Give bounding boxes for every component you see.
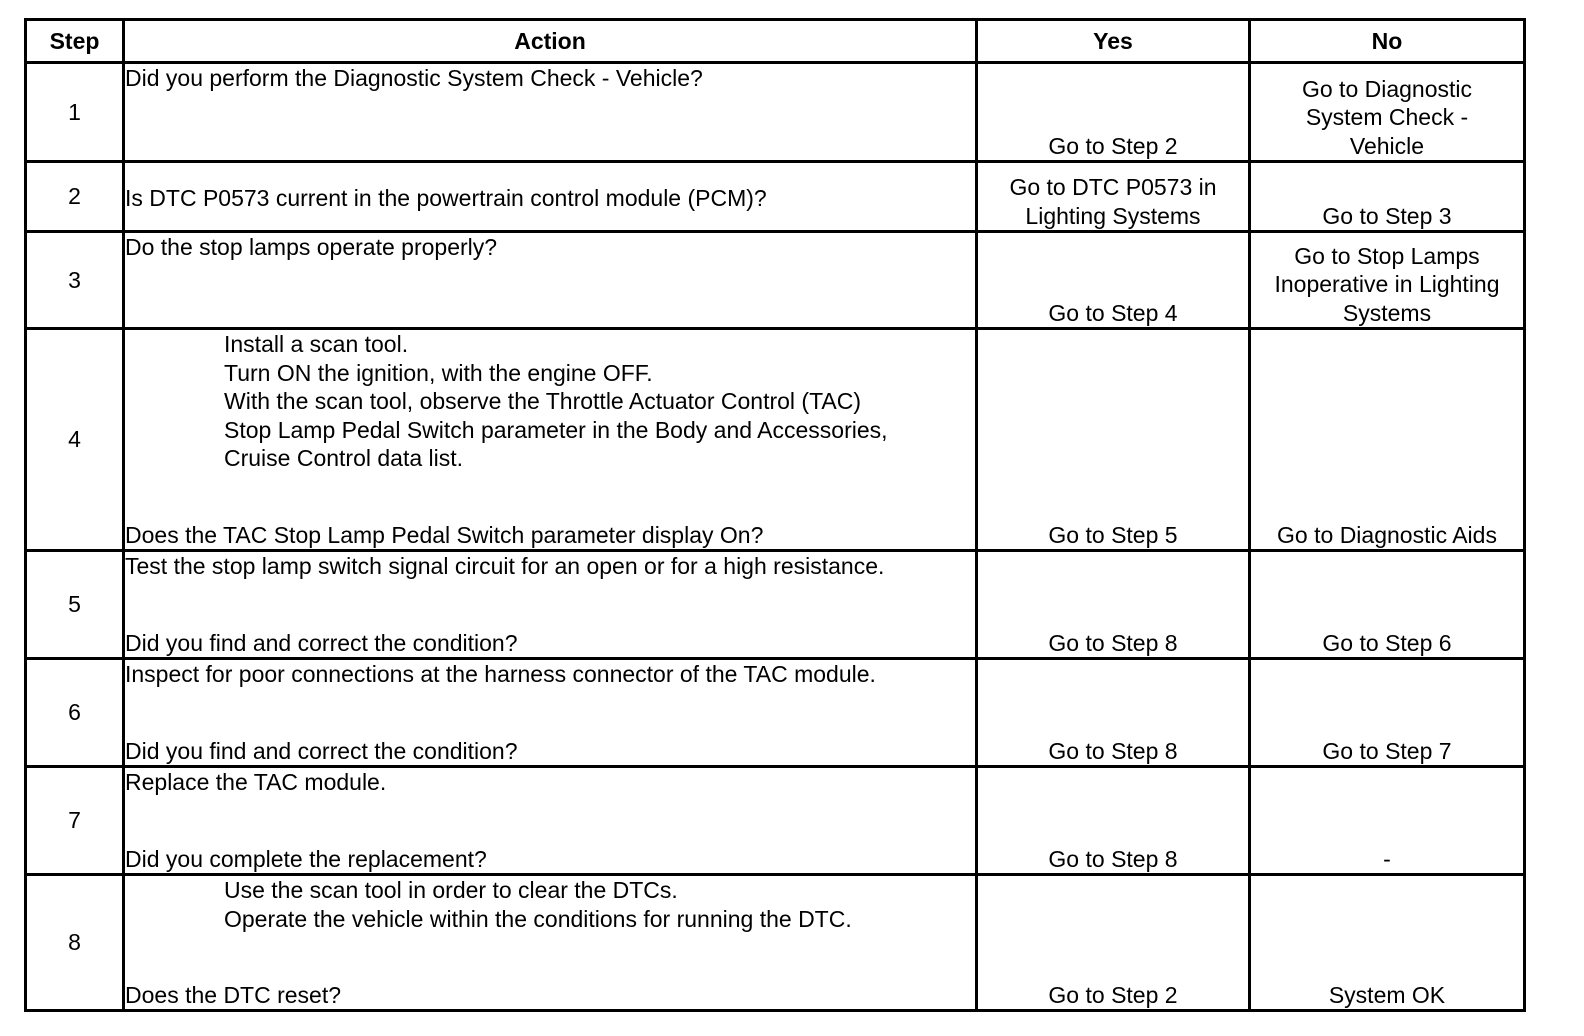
table-row-step-4 [26, 329, 1525, 551]
no-cell [1250, 232, 1525, 329]
yes-cell: Go to Step 8 [977, 659, 1250, 767]
step-number: 8 [26, 875, 124, 1011]
action-question: Does the DTC reset? [125, 981, 342, 1008]
substep: Turn ON the ignition, with the engine OFF. [224, 359, 653, 386]
yes-cell: Go to Step 8 [977, 551, 1250, 659]
yes-cell: Go to Step 5 [977, 329, 1250, 551]
action-cell [124, 875, 977, 1011]
action-question: Did you complete the replacement? [125, 845, 487, 872]
table-row-step-3 [26, 232, 1525, 329]
header-action: Action [124, 20, 977, 63]
action-text: Test the stop lamp switch signal circuit for an open or for a high resistance. [125, 553, 885, 579]
yes-cell: Go to Step 4 [977, 232, 1250, 329]
action-cell [124, 551, 977, 659]
action-text: Do the stop lamps operate properly? [125, 234, 498, 260]
substep: With the scan tool, observe the Throttle Actuator Control (TAC) [224, 388, 862, 414]
step-number: 1 [26, 63, 124, 162]
substep: Cruise Control data list. [224, 445, 464, 471]
table-row-step-5 [26, 551, 1525, 659]
yes-cell: Go to Step 2 [977, 63, 1250, 162]
no-cell: - [1250, 767, 1525, 875]
header-yes: Yes [977, 20, 1250, 63]
action-cell [124, 162, 977, 232]
no-cell: Go to Diagnostic Aids [1250, 329, 1525, 551]
yes-line: Lighting Systems [1025, 202, 1201, 229]
action-cell [124, 63, 977, 162]
action-cell [124, 659, 977, 767]
header-no: No [1250, 20, 1525, 63]
substep: Operate the vehicle within the conditions for running the DTC. [224, 905, 852, 932]
substep: Install a scan tool. [224, 331, 409, 357]
action-question: Does the TAC Stop Lamp Pedal Switch parameter display On? [125, 521, 764, 548]
substep: Use the scan tool in order to clear the DTCs. [224, 877, 678, 903]
header-row [26, 20, 1525, 63]
step-number: 6 [26, 659, 124, 767]
no-cell: System OK [1250, 875, 1525, 1011]
action-text: Did you perform the Diagnostic System Check - Vehicle? [125, 65, 703, 91]
step-number: 5 [26, 551, 124, 659]
no-line: Go to Diagnostic [1301, 75, 1473, 102]
table-row-step-6 [26, 659, 1525, 767]
step-number: 7 [26, 767, 124, 875]
action-question: Did you find and correct the condition? [125, 737, 518, 764]
action-text: Inspect for poor connections at the harness connector of the TAC module. [125, 661, 876, 687]
no-line: System Check - [1305, 104, 1469, 130]
action-text: Is DTC P0573 current in the powertrain control module (PCM)? [125, 185, 767, 212]
table-row-step-2 [26, 162, 1525, 232]
no-line: Inoperative in Lighting [1274, 271, 1500, 297]
step-number: 4 [26, 329, 124, 551]
action-question: Did you find and correct the condition? [125, 629, 518, 656]
step-number: 2 [26, 162, 124, 232]
no-line: Go to Stop Lamps [1294, 242, 1480, 269]
diagnostic-table [24, 18, 1526, 1012]
action-text: Replace the TAC module. [125, 769, 387, 795]
no-cell [1250, 63, 1525, 162]
yes-cell: Go to Step 2 [977, 875, 1250, 1011]
substep-list [125, 876, 975, 933]
header-step: Step [26, 20, 124, 63]
yes-cell [977, 162, 1250, 232]
yes-line: Go to DTC P0573 in [1009, 174, 1217, 200]
no-cell: Go to Step 6 [1250, 551, 1525, 659]
no-line: Systems [1342, 299, 1432, 326]
no-line: Vehicle [1349, 132, 1425, 159]
substep-list [125, 330, 975, 473]
yes-cell: Go to Step 8 [977, 767, 1250, 875]
step-number: 3 [26, 232, 124, 329]
action-cell [124, 329, 977, 551]
table-row-step-1 [26, 63, 1525, 162]
substep: Stop Lamp Pedal Switch parameter in the Body and Accessories, [224, 416, 888, 443]
table-row-step-8 [26, 875, 1525, 1011]
no-cell: Go to Step 3 [1250, 162, 1525, 232]
action-cell [124, 767, 977, 875]
no-cell: Go to Step 7 [1250, 659, 1525, 767]
action-cell [124, 232, 977, 329]
table-row-step-7 [26, 767, 1525, 875]
